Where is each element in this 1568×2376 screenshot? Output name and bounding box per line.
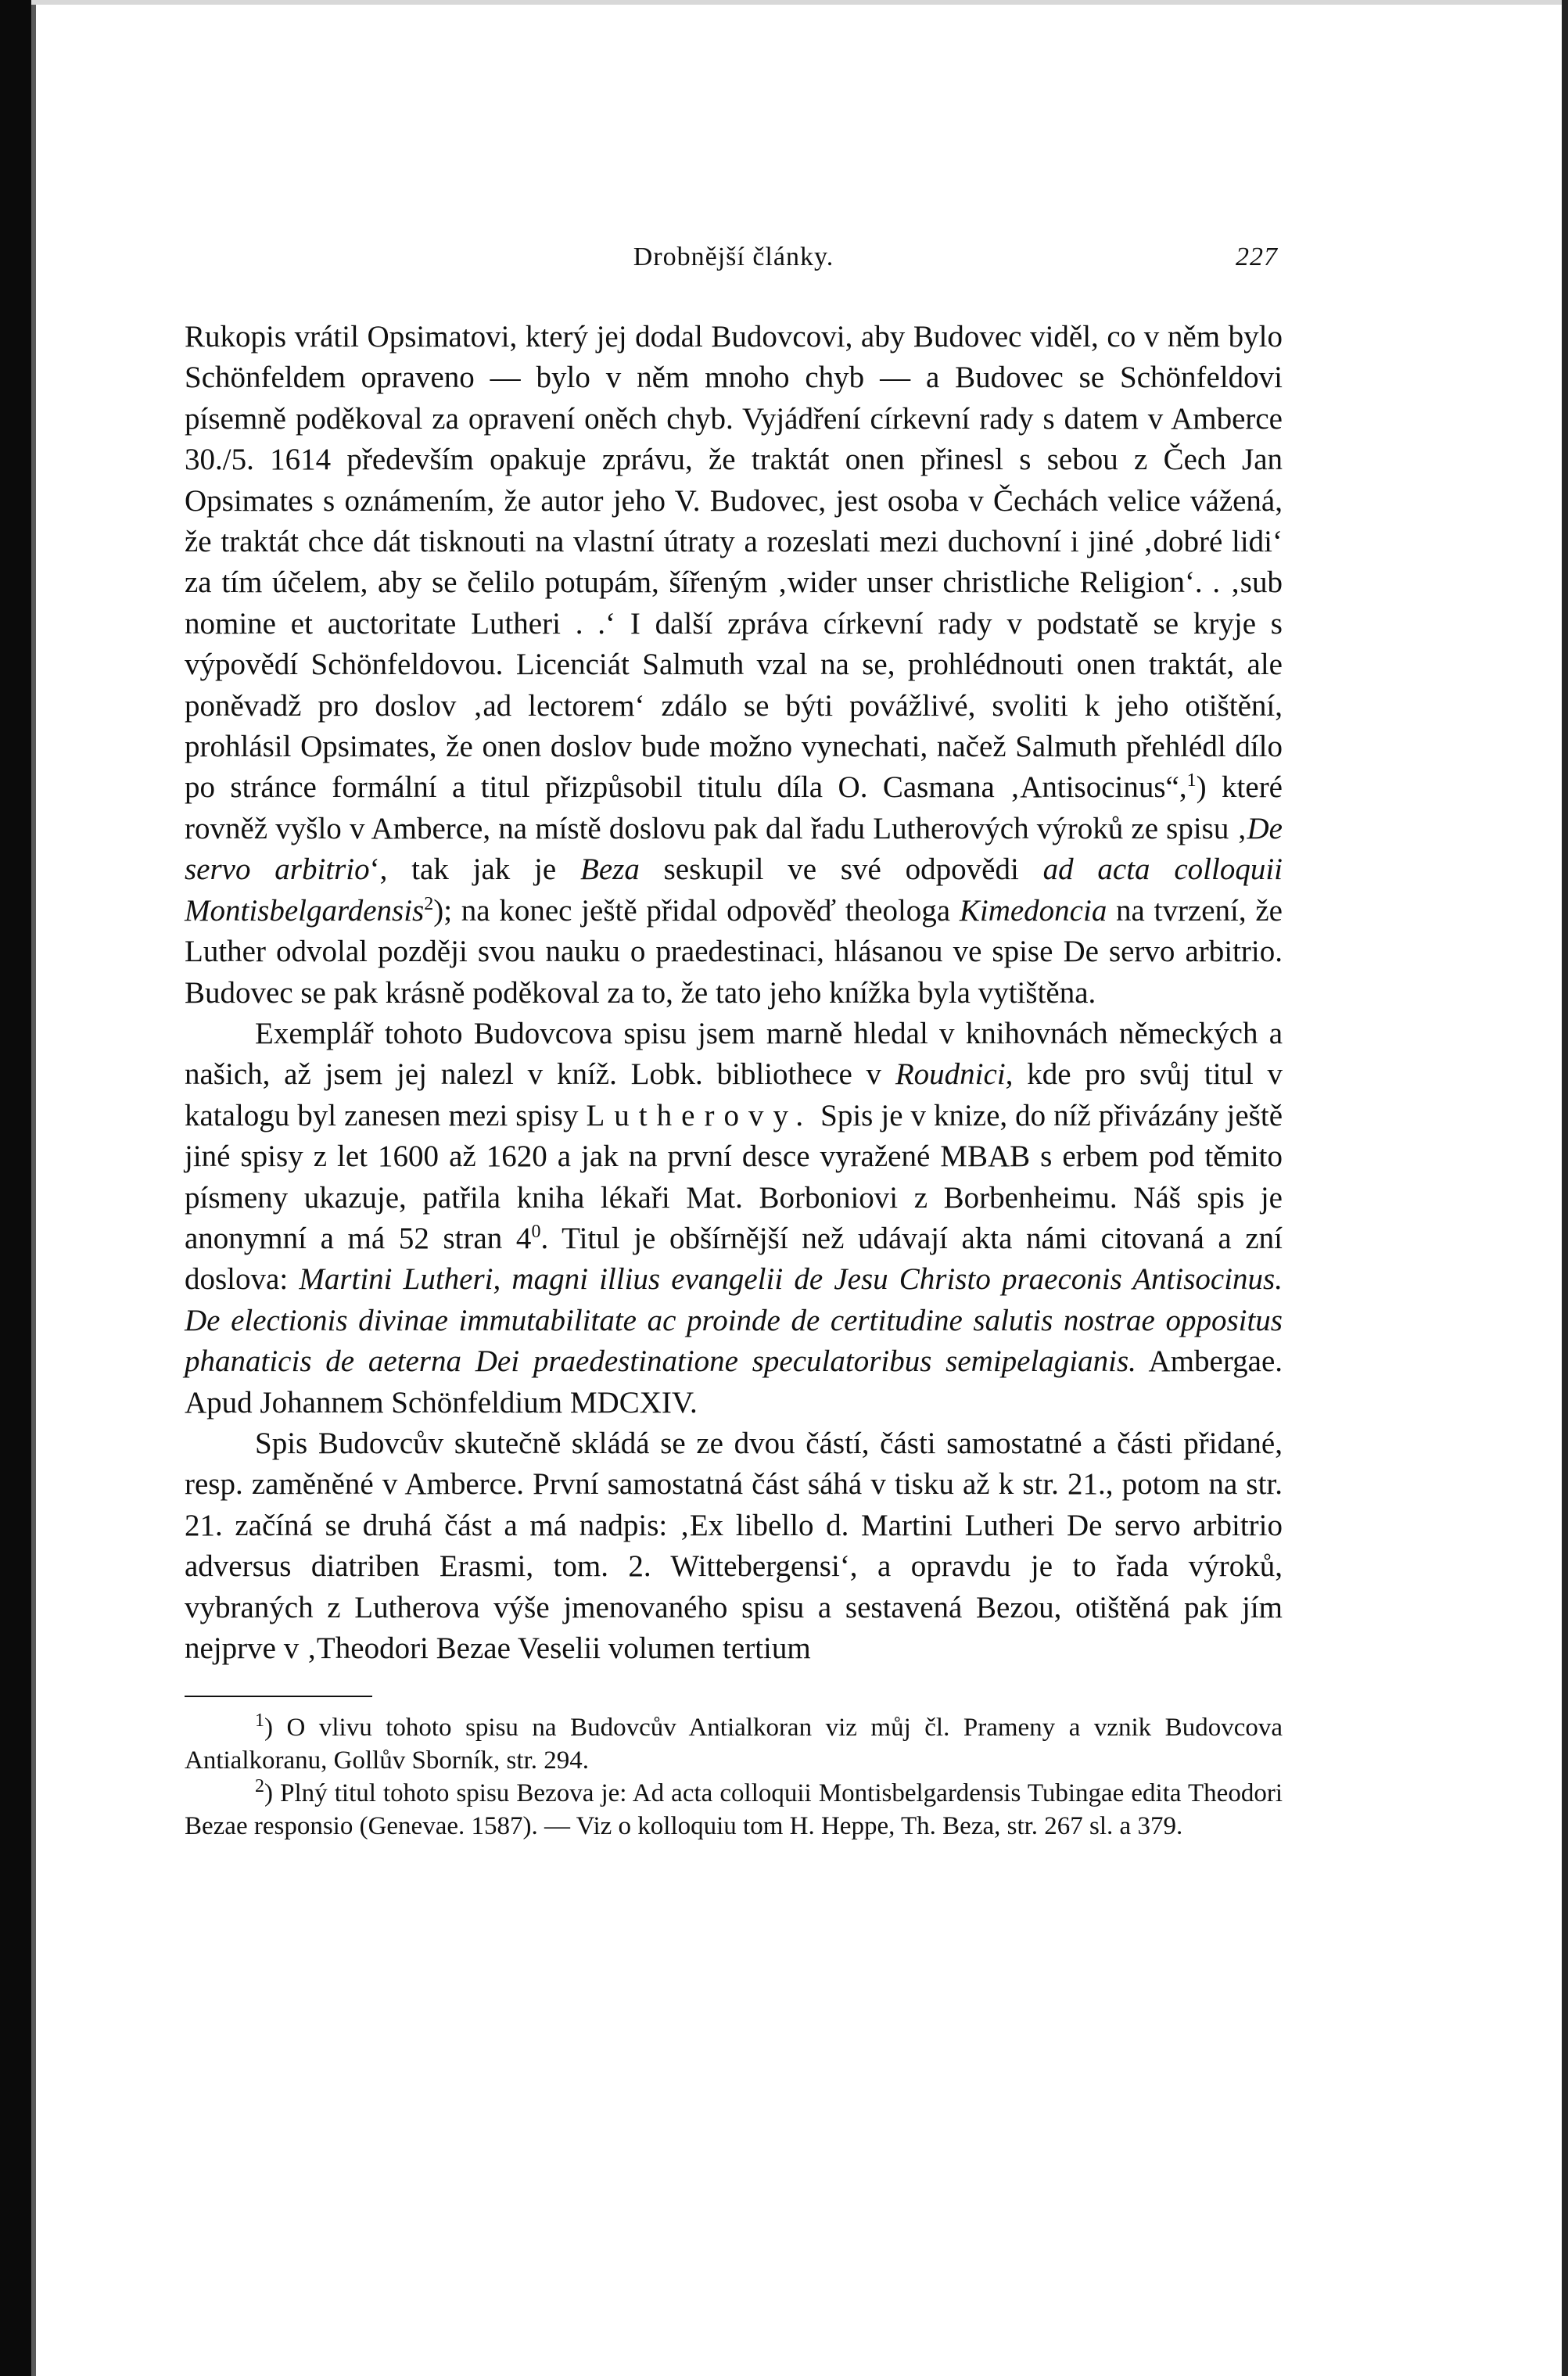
footnote-mark: 1	[255, 1710, 264, 1732]
italic-name: Beza	[580, 852, 640, 887]
footnote-mark: 2	[255, 1776, 264, 1797]
footnotes	[185, 1711, 1283, 1843]
text-run: Exemplář tohoto Budovcova spisu jsem marně hledal v knihovnách německých a našich, až jsem jej nalezl v kníž. Lobk. bibliothece v	[185, 1016, 1283, 1092]
footnote-text: ) O vlivu tohoto spisu na Budovcův Antialkoran viz můj čl. Prameny a vznik Budovcova Antialkoranu, Gollův Sborník, str. 294.	[185, 1714, 1283, 1775]
text-run: Ambergae. Apud Johannem Schönfeldium MDCXIV.	[185, 1344, 1283, 1419]
running-title: Drobnější články.	[633, 242, 834, 271]
paragraph-2	[185, 1014, 1283, 1423]
text-run: Rukopis vrátil Opsimatovi, který jej dodal Budovcovi, aby Budovec viděl, co v něm bylo Schönfeldem opraveno — bylo v něm mnoho chyb — a Budovec se Schönfeldovi písemně poděkoval za opravení oněch chyb. Vyjádření církevní rady s datem v Amberce 30./5. 1614 především opakuje zprávu, že traktát onen přinesl s sebou z Čech Jan Opsimates s oznámením, že autor jeho V. Budovec, jest osoba v Čechách velice vážená, že traktát chce dát tisknouti na vlastní útraty a rozeslati mezi duchovní i jiné ‚dobré lidi‘ za tím účelem, aby se čelilo potupám, šířeným ‚wider unser christliche Religion‘. . ‚sub nomine et auctoritate Lutheri . .‘ I další zpráva církevní rady v podstatě se kryje s výpovědí Schönfeldovou. Licenciát Salmuth vzal na se, prohlédnouti onen traktát, ale poněvadž pro doslov ‚ad lectorem‘ zdálo se býti povážlivé, svoliti k jeho otištění, prohlásil Opsimates, že onen doslov bude možno vynechati, načež Salmuth přehlédl dílo po stránce formální a titul přizpůsobil titulu díla O. Casmana ‚Antisocinus“,	[185, 320, 1283, 805]
italic-book-title: Martini Lutheri, magni illius evangelii de Jesu Christo praeconis Antisocinus. De electionis divinae immutabilitate ac proinde de certitudine salutis nostrae oppositus phanaticis de aeterna Dei praedestinatione speculatoribus semipelagianis.	[185, 1262, 1283, 1379]
footnote-ref-2: 2	[424, 893, 434, 914]
italic-place: Roudnici,	[895, 1057, 1014, 1092]
text-run: kde pro svůj titul v katalogu byl zanesen mezi spisy	[185, 1057, 1283, 1132]
body-text	[185, 317, 1283, 1669]
italic-title: De servo arbitrio	[185, 811, 1283, 887]
text-run: Spis je v knize, do níž přivázány ještě jiné spisy z let 1600 až 1620 a jak na první desce vyražené MBAB s erbem pod těmito písmeny ukazuje, patřila kniha lékaři Mat. Borboniovi z Borbenheimu. Náš spis je anonymní a má 52 stran 4	[185, 1098, 1283, 1255]
running-head	[185, 235, 1283, 282]
text-run: které rovněž vyšlo v Amberce, na místě doslovu pak dal řadu Lutherových výroků ze spisu ‚	[185, 770, 1283, 845]
footnote-divider	[185, 1696, 372, 1697]
footnote-1	[185, 1711, 1283, 1777]
text-run: ); na konec ještě přidal odpověď theologa	[433, 893, 960, 928]
superscript: 0	[531, 1221, 541, 1242]
paragraph-1: Rukopis vrátil Opsimatovi, který jej dodal Budovcovi, aby Budovec viděl, co v něm bylo Schönfeldem opraveno — bylo v něm mnoho chyb — a Budovec se Schönfeldovi písemně poděkoval za opravení oněch chyb. Vyjádření církevní rady s datem v Amberce 30./5. 1614 především opakuje zprávu, že traktát onen přinesl s sebou z Čech Jan Opsimates s oznámením, že autor jeho V. Budovec, jest osoba v Čechách velice vážená, že traktát chce dát tisknouti na vlastní útraty a rozeslati mezi duchovní i jiné ‚dobré lidi‘ za tím účelem, aby se čelilo potupám, šířeným ‚wider unser christliche Religion‘. . ‚sub nomine et auctoritate Lutheri . .‘ I další zpráva církevní rady v podstatě se kryje s výpovědí Schönfeldovou. Licenciát Salmuth vzal na se, prohlédnouti onen traktát, ale poněvadž pro doslov ‚ad lectorem‘ zdálo se býti povážlivé, svoliti k jeho otištění, prohlásil Opsimates, že onen doslov bude možno vynechati, načež Salmuth přehlédl dílo po stránce formální a titul přizpůsobil titulu díla O. Casmana ‚Antisocinus“,$^1$) které rovněž vyšlo v Amberce, na místě doslovu pak dal řadu Lutherových výroků ze spisu ‚De servo arbitrio‘, tak jak je Beza seskupil ve své odpovědi ad acta colloquii Montisbelgardensis$^2$); na konec ještě přidal odpověď theologa Kimedoncia na tvrzení, že Luther odvolal později svou nauku o praedestinaci, hlásanou ve spise De servo arbitrio. Budovec se pak krásně poděkoval za to, že tato jeho knížka byla vytištěna.	[185, 320, 1283, 1010]
italic-title: ad acta colloquii Montisbelgardensis	[185, 852, 1283, 928]
scan-right-edge	[1562, 0, 1568, 2376]
footnote-ref-1: 1	[1186, 770, 1197, 791]
scan-top-edge	[31, 0, 1568, 5]
page-number: 227	[1236, 242, 1278, 271]
scan-left-shadow	[31, 0, 36, 2376]
text-run: seskupil ve své odpovědi	[639, 852, 1043, 887]
scan-left-edge	[0, 0, 31, 2376]
text-run: . Titul je obšírnější než udávají akta námi citovaná a zní doslova:	[185, 1221, 1283, 1297]
spaced-text: Lutherovy.	[586, 1098, 813, 1132]
footnote-text: ) Plný titul tohoto spisu Bezova je: Ad acta colloquii Montisbelgardensis Tubingae edita Theodori Bezae responsio (Genevae. 1587). — Viz o kolloquiu tom H. Heppe, Th. Beza, str. 267 sl. a 379.	[185, 1779, 1283, 1841]
text-run: na tvrzení, že Luther odvolal později svou nauku o praedestinaci, hlásanou ve spise De servo arbitrio. Budovec se pak krásně poděkoval za to, že tato jeho knížka byla vytištěna.	[185, 893, 1283, 1010]
text-run: ‘, tak jak je	[369, 852, 581, 887]
footnote-2	[185, 1777, 1283, 1843]
italic-name: Kimedoncia	[959, 893, 1107, 928]
paragraph-3: Spis Budovcův skutečně skládá se ze dvou částí, části samostatné a části přidané, resp. zaměněné v Amberce. První samostatná část sáhá v tisku až k str. 21., potom na str. 21. začíná se druhá část a má nadpis: ‚Ex libello d. Martini Lutheri De servo arbitrio adversus diatriben Erasmi, tom. 2. Wittebergensi‘, a opravdu je to řada výroků, vybraných z Lutherova výše jmenovaného spisu a sestavená Bezou, otištěná pak jím nejprve v ‚Theodori Bezae Veselii volumen tertium	[185, 1426, 1283, 1665]
page	[185, 235, 1283, 1843]
